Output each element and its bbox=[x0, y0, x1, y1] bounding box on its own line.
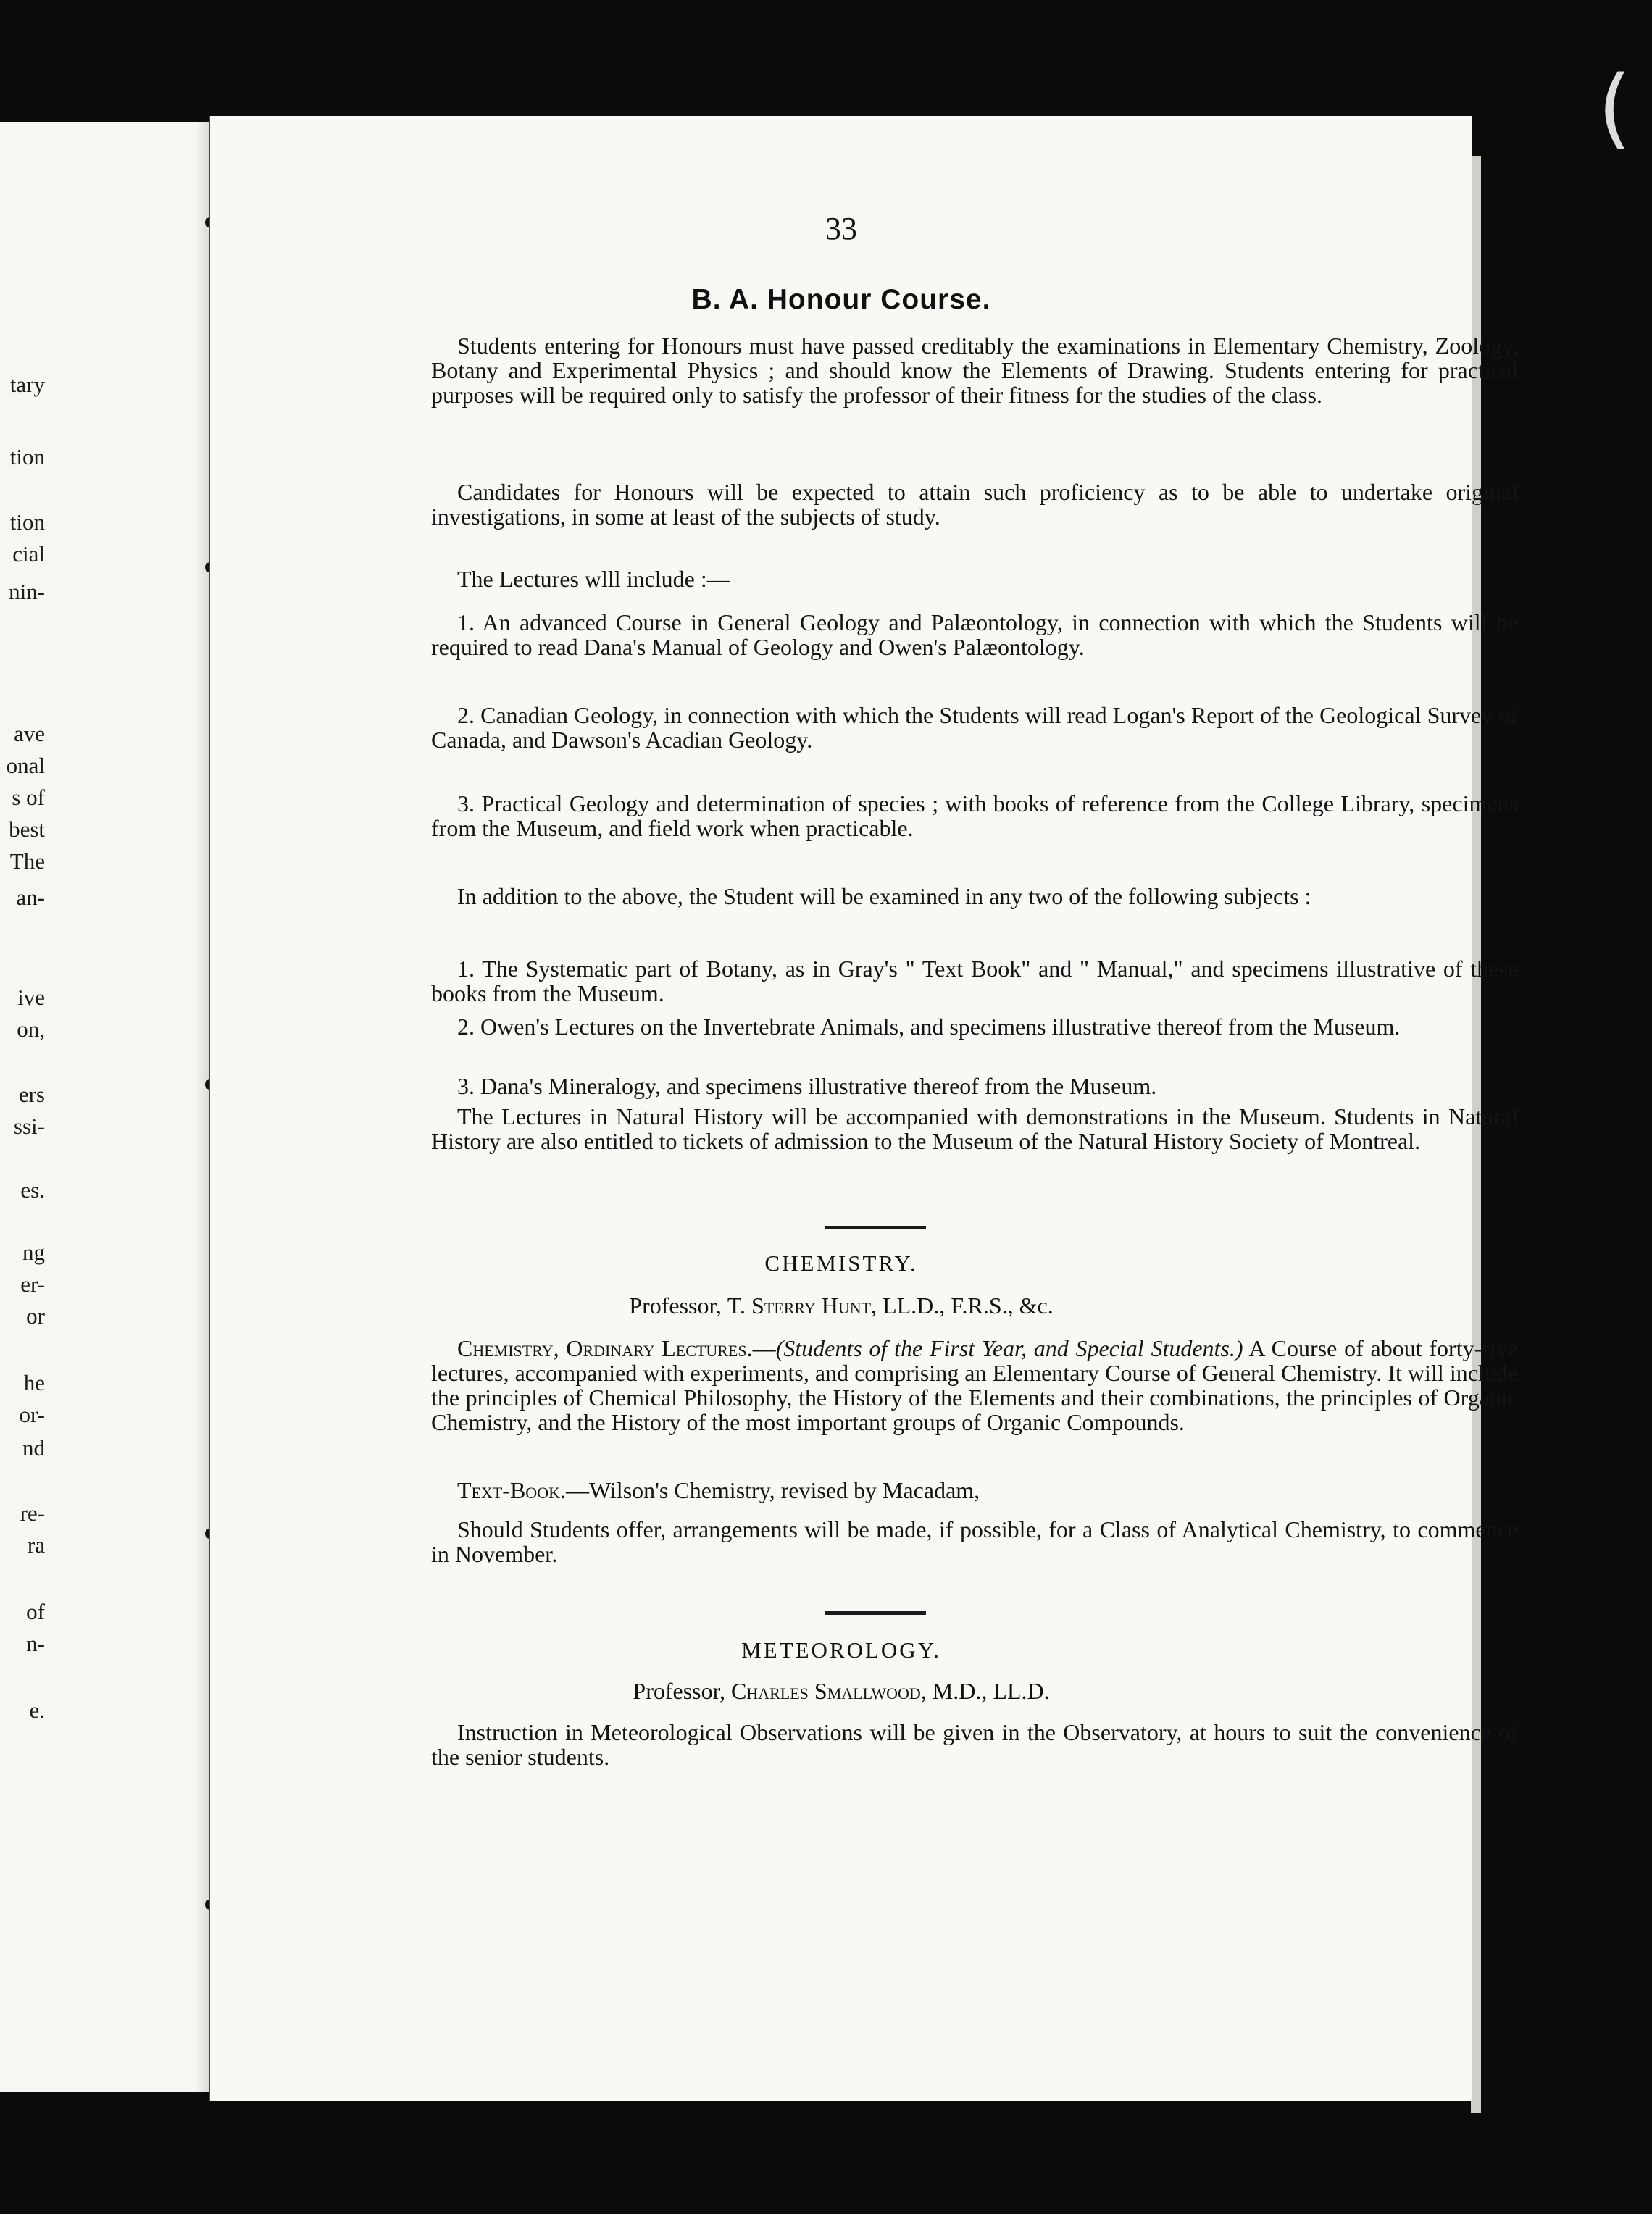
facing-page-fragment: nd bbox=[22, 1435, 45, 1461]
document-page bbox=[209, 116, 1518, 2101]
facing-page-fragment: ers bbox=[18, 1082, 45, 1107]
analytical-class-paragraph: Should Students offer, arrangements will be made, if possible, for a Class of Analytical Chemistry, to commence in November. bbox=[431, 1516, 1518, 1567]
lecture-item-3: 3. Practical Geology and determination of species ; with books of reference from the College Library, specimens from the Museum, and field work when practicable. bbox=[431, 790, 1518, 841]
facing-page-fragment: tion bbox=[9, 509, 45, 535]
professor-credentials: LL.D., F.R.S., &c. bbox=[877, 1292, 1054, 1319]
professor-name: T. Sterry Hunt, bbox=[727, 1292, 877, 1319]
corner-mark: ( bbox=[1598, 58, 1632, 159]
meteorology-heading: METEOROLOGY. bbox=[741, 1637, 941, 1663]
facing-page-fragment: of bbox=[26, 1599, 45, 1624]
professor-name: Charles Smallwood, bbox=[731, 1678, 927, 1704]
page-number: 33 bbox=[825, 211, 857, 246]
lectures-intro: The Lectures wlll include :— bbox=[457, 566, 730, 592]
facing-page-fragment: or- bbox=[19, 1402, 45, 1427]
facing-page-fragment: on, bbox=[17, 1016, 45, 1042]
professor-credentials: M.D., LL.D. bbox=[926, 1678, 1050, 1704]
chemistry-lead: Chemistry, Ordinary Lectures. bbox=[457, 1335, 753, 1361]
facing-page-fragment: tion bbox=[9, 444, 45, 469]
facing-page-fragment: re- bbox=[20, 1500, 45, 1526]
textbook-label: Text-Book. bbox=[457, 1477, 566, 1503]
facing-page-fragment: ive bbox=[17, 985, 45, 1010]
facing-page-fragment: onal bbox=[6, 753, 45, 778]
facing-page-fragment: nin- bbox=[9, 579, 45, 604]
professor-prefix: Professor, bbox=[629, 1292, 727, 1319]
textbook-line bbox=[431, 1478, 1518, 1503]
honour-candidates-paragraph: Candidates for Honours will be expected to attain such proficiency as to be able to undertake original investigations, in some at least of the subjects of study. bbox=[431, 479, 1518, 530]
facing-page-fragment: or bbox=[26, 1303, 45, 1329]
meteorology-paragraph: Instruction in Meteorological Observations will be given in the Observatory, at hours to suit the convenience of the senior students. bbox=[431, 1719, 1518, 1770]
section-divider bbox=[825, 1611, 926, 1615]
facing-page-fragment: s of bbox=[12, 785, 45, 810]
facing-page-fragment: n- bbox=[26, 1631, 45, 1656]
chemistry-course-description: A Course of about forty-five lectures, accompanied with experiments, and comprising an Elementary Course of General Chemistry. It will include the principles of Chemical Philosophy, the History of the Elements and their combinations, the principles of Organic Chemistry, and the History of the most important groups of Organic Compounds. bbox=[431, 1335, 1518, 1435]
honour-course-heading: B. A. Honour Course. bbox=[691, 284, 991, 315]
meteorology-professor bbox=[210, 1678, 1472, 1705]
professor-prefix: Professor, bbox=[633, 1678, 731, 1704]
textbook-text: —Wilson's Chemistry, revised by Macadam, bbox=[565, 1477, 980, 1503]
chemistry-lectures-paragraph bbox=[431, 1336, 1518, 1434]
facing-page bbox=[0, 122, 217, 2092]
chemistry-professor bbox=[210, 1292, 1472, 1319]
facing-page-fragment: tary bbox=[9, 372, 45, 397]
addition-paragraph: In addition to the above, the Student will be examined in any two of the following subjects : bbox=[457, 883, 1311, 909]
facing-page-fragment: ave bbox=[13, 721, 45, 746]
subject-item-1: 1. The Systematic part of Botany, as in Gray's " Text Book" and " Manual," and specimens illustrative of these books from the Museum. bbox=[431, 956, 1518, 1006]
natural-history-paragraph: The Lectures in Natural History will be accompanied with demonstrations in the Museum. Students in Natural History are also entitled to tickets of admission to the Museum of the Natural History Society of Montreal. bbox=[431, 1103, 1518, 1154]
subject-item-2: 2. Owen's Lectures on the Invertebrate Animals, and specimens illustrative thereof from the Museum. bbox=[457, 1014, 1401, 1040]
chemistry-heading: CHEMISTRY. bbox=[764, 1250, 918, 1276]
lecture-item-2: 2. Canadian Geology, in connection with which the Students will read Logan's Report of the Geological Survey of Canada, and Dawson's Acadian Geology. bbox=[431, 702, 1518, 753]
facing-page-fragment: best bbox=[9, 816, 45, 842]
facing-page-fragment: he bbox=[23, 1370, 45, 1395]
subject-item-3: 3. Dana's Mineralogy, and specimens illustrative thereof from the Museum. bbox=[457, 1073, 1157, 1099]
honour-intro-paragraph: Students entering for Honours must have passed creditably the examinations in Elementary Chemistry, Zoology, Botany and Experimental Physics ; and should know the Elements of Drawing. Students entering for practical purposes will be required only to satisfy the professor of their fitness for the studies of the class. bbox=[431, 333, 1518, 408]
facing-page-fragment: cial bbox=[12, 541, 45, 567]
facing-page-text-fragments bbox=[0, 122, 217, 2092]
section-divider bbox=[825, 1226, 926, 1229]
facing-page-fragment: e. bbox=[29, 1697, 45, 1723]
facing-page-fragment: ra bbox=[27, 1532, 45, 1558]
lecture-item-1: 1. An advanced Course in General Geology and Palæontology, in connection with which the Students will be required to read Dana's Manual of Geology and Owen's Palæontology. bbox=[431, 609, 1518, 660]
lead-dash: — bbox=[752, 1335, 776, 1361]
facing-page-fragment: er- bbox=[20, 1271, 45, 1297]
facing-page-fragment: ng bbox=[22, 1240, 45, 1265]
facing-page-fragment: ssi- bbox=[13, 1114, 45, 1139]
facing-page-fragment: an- bbox=[16, 885, 45, 910]
facing-page-fragment: The bbox=[9, 848, 45, 874]
facing-page-fragment: es. bbox=[20, 1177, 45, 1203]
chemistry-audience: (Students of the First Year, and Special Students.) bbox=[775, 1335, 1243, 1361]
